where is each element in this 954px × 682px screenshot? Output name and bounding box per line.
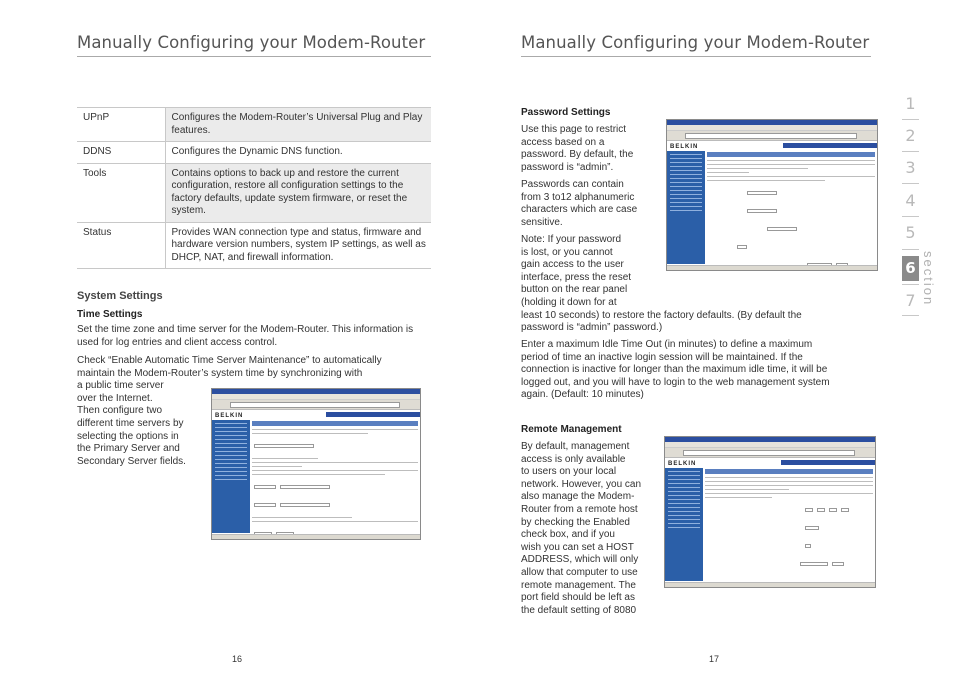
text-line: access is only available [521,453,626,465]
section-label [921,251,939,309]
table-value: Provides WAN connection type and status, firmware and hardware version numbers, system IP settings, as well as DHCP, NAT, and firewall information. [165,222,431,269]
text-line: By default, management [521,441,630,452]
table-value: Configures the Modem-Router’s Universal Plug and Play features. [165,108,431,142]
password-heading: Password Settings [521,107,611,118]
text-line: network. However, you can [521,478,642,490]
text-line: also manage the Modem- [521,491,635,503]
menu-description-table [77,107,431,269]
text-line: Use this page to restrict [521,124,627,135]
section-tab-6-active: 6 [902,256,919,281]
page-title: Manually Configuring your Modem-Router [521,33,870,52]
text-line: Passwords can contain [521,179,624,190]
text-line: ADDRESS, which will only [521,554,639,566]
text-line: Router from a remote host [521,503,638,515]
text-line: wish you can set a HOST [521,541,634,553]
section-tab-4: 4 [905,191,916,210]
table-row [77,163,431,222]
text-line: again. (Default: 10 minutes) [521,389,644,401]
text-line: a public time server [77,380,164,392]
section-tab-7: 7 [905,291,916,310]
text-line: period of time an inactive login session will be maintained. If the [521,351,803,363]
section-label-text: section [921,251,936,307]
table-key: DDNS [77,142,165,164]
text-line: sensitive. [521,216,563,228]
belkin-logo: BELKIN [670,144,699,150]
text-line: different time servers by [77,417,184,429]
text-line: check box, and if you [521,529,615,541]
text-line: button on the rear panel [521,284,628,296]
text-line: is lost, or you cannot [521,246,613,258]
text-line: least 10 seconds) to restore the factory defaults. (By default the [521,309,802,321]
text-line: the Primary Server and [77,443,180,455]
time-settings-screenshot [211,388,421,540]
text-line: remote management. The [521,579,636,591]
title-divider [521,56,871,57]
page-title: Manually Configuring your Modem-Router [77,33,426,52]
text-line: by checking the Enabled [521,516,630,528]
text-line: Note: If your password [521,234,622,245]
text-line: from 3 to12 alphanumeric [521,191,635,203]
table-key: Status [77,222,165,269]
text-line: characters which are case [521,204,638,216]
remote-management-heading: Remote Management [521,424,622,435]
text-line: the default setting of 8080 [521,604,637,616]
table-key: Tools [77,163,165,222]
password-rules [521,179,671,229]
table-value: Configures the Dynamic DNS function. [165,142,431,164]
title-divider [77,56,431,57]
table-row [77,142,431,164]
text-line: interface, press the reset [521,271,632,283]
text-line: allow that computer to use [521,566,638,578]
text-line: access based on a [521,136,605,148]
text-line: Then configure two [77,405,163,417]
right-page [477,0,954,682]
section-tab-2: 2 [905,126,916,145]
subheading: Time Settings [77,309,143,320]
text-line: Enter a maximum Idle Time Out (in minutes) to define a maximum [521,339,813,350]
password-settings-screenshot [666,119,878,271]
table-value: Contains options to back up and restore the current configuration, restore all configuration settings to the factory defaults, update system firmware, or reset the system. [165,163,431,222]
text-line: selecting the options in [77,430,179,442]
password-intro [521,124,671,174]
table-row [77,222,431,269]
text-line: over the Internet. [77,392,153,404]
text-line: (holding it down for at [521,296,617,308]
time-settings-intro: Set the time zone and time server for the Modem-Router. This information is used for log entries and client access control. [77,324,414,348]
text-line: port field should be left as [521,592,635,604]
belkin-logo: BELKIN [668,461,697,467]
table-key: UPnP [77,108,165,142]
text-line: password is “admin” password.) [521,322,663,334]
text-line: password is “admin”. [521,161,614,173]
text-line: Check “Enable Automatic Time Server Maintenance” to automatically [77,355,382,366]
remote-management-screenshot [664,436,876,588]
section-tab-3: 3 [905,158,916,177]
table-row [77,108,431,142]
belkin-logo: BELKIN [215,413,244,419]
text-line: password. By default, the [521,149,634,161]
text-line: logged out, and you will have to login to the web management system [521,376,830,388]
page-number: 16 [232,654,243,664]
page-number: 17 [709,654,720,664]
text-line: to users on your local [521,466,617,478]
text-line: connection is inactive for longer than the maximum idle time, it will be [521,364,828,376]
section-tab-5: 5 [905,223,916,242]
text-line: gain access to the user [521,259,624,271]
idle-timeout-text [521,339,881,402]
text-line: maintain the Modem-Router’s system time by synchronizing with [77,367,363,379]
section-heading: System Settings [77,290,163,302]
remote-management-text [521,441,671,617]
text-line: Secondary Server fields. [77,455,186,467]
section-tab-1: 1 [905,94,916,113]
